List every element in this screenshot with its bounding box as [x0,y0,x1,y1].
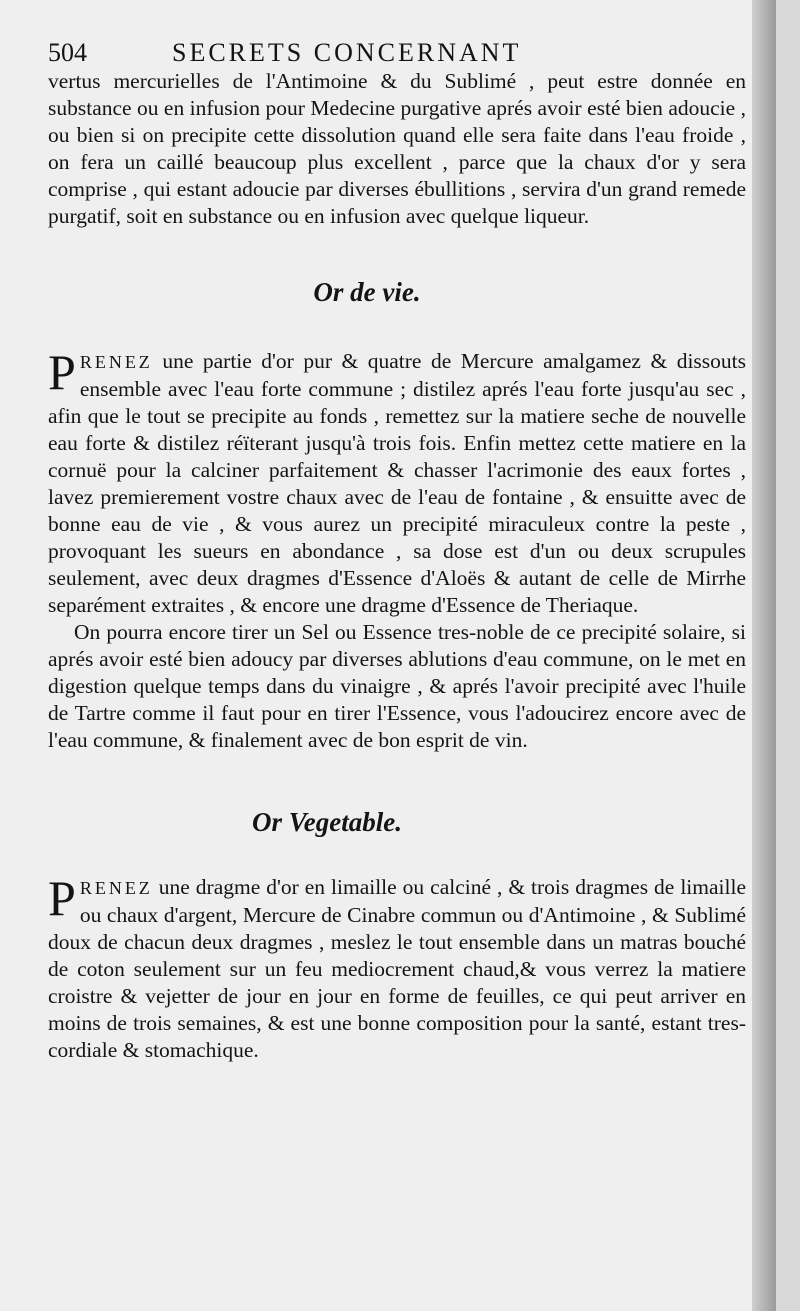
page-header [48,38,746,68]
drop-cap: P [48,344,76,400]
section-title-or-de-vie: Or de vie. [313,277,421,307]
intro-paragraph: vertus mercurielles de l'Antimoine & du Sublimé , peut estre donnée en substance ou en infusion pour Medecine purgative aprés avoir esté bien adoucie , ou bien si on precipite cette dissolution quand elle sera faite dans l'eau froide , on fera un caillé beaucoup plus excellent , parce que la chaux d'or y sera comprise , qui estant adoucie par diverses ébullitions , servira d'un grand remede purgatif, soit en substance ou en infusion avec quelque liqueur. [48,69,746,228]
section-paragraph-second: On pourra encore tirer un Sel ou Essence tres-noble de ce precipité solaire, si aprés avoir esté bien adoucy par diverses ablutions d'eau commune, on le met en digestion quelque temps dans du vinaigre , & aprés l'avoir precipité avec l'huile de Tartre comme il faut pour en tirer l'Essence, vous l'adoucirez encore avec de l'eau commune, & finalement avec de bon esprit de vin. [48,620,746,752]
section-title-or-vegetable: Or Vegetable. [252,807,402,837]
paragraph-body: une dragme d'or en limaille ou calciné , & trois dragmes de limaille ou chaux d'argent, Mercure de Cinabre commun ou d'Antimoine , & Sublimé doux de chacun deux dragmes , meslez le tout ensemble dans un matras bouché de coton seulement sur un feu mediocrement chaud,& vous verrez la matiere croistre & vejetter de jour en jour en forme de feuilles, ce qui peut arriver en moins de trois semaines, & est une bonne composition pour la santé, estant tres-cordiale & stomachique. [48,875,746,1062]
paragraph-body: une partie d'or pur & quatre de Mercure amalgamez & dissouts ensemble avec l'eau forte commune ; distilez aprés l'eau forte jusqu'au sec , afin que le tout se precipite au fonds , remettez sur la matiere seche de nouvelle eau forte & distilez réïterant jusqu'à trois fois. Enfin mettez cette matiere en la cornuë pour la calciner parfaitement & chasser l'acrimonie des eaux fortes , lavez premierement vostre chaux avec de l'eau de fontaine , & ensuitte avec de bonne eau de vie , & vous aurez un precipité miraculeux contre la peste , provoquant les sueurs en abondance , sa dose est d'un ou deux scrupules seulement, avec deux dragmes d'Essence d'Aloës & autant de celle de Mirrhe separément extraites , & encore une dragme d'Essence de Theriaque. [48,349,746,617]
running-head: SECRETS CONCERNANT [172,38,522,67]
page-number: 504 [48,38,87,67]
drop-cap: P [48,870,76,926]
lead-word: RENEZ [79,352,153,372]
section-paragraph [48,344,746,619]
page-edge [752,0,776,1311]
section-paragraph [48,870,746,1064]
lead-word: RENEZ [79,878,153,898]
